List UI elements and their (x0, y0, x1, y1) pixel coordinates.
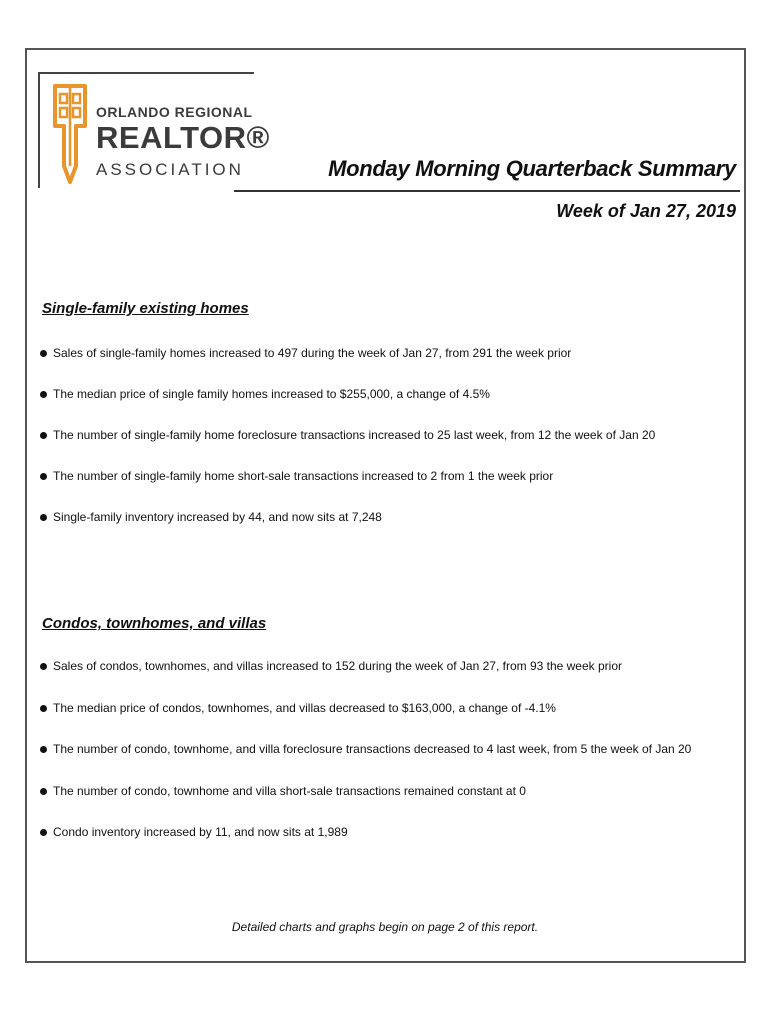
page-subtitle: Week of Jan 27, 2019 (556, 201, 736, 221)
section-heading-condos: Condos, townhomes, and villas (42, 615, 267, 632)
logo-text-realtor: REALTOR® (96, 120, 270, 155)
list-item: The number of single-family home short-sale transactions increased to 2 from 1 the week prior (40, 469, 553, 483)
logo-border-top (38, 72, 254, 74)
list-item: Single-family inventory increased by 44, and now sits at 7,248 (40, 510, 382, 524)
list-item: Condo inventory increased by 11, and now sits at 1,989 (40, 825, 348, 839)
bullet-icon (40, 746, 47, 753)
logo-border-left (38, 72, 40, 188)
bullet-icon (40, 473, 47, 480)
bullet-icon (40, 663, 47, 670)
footer-note: Detailed charts and graphs begin on page 2 of this report. (231, 920, 539, 934)
house-key-icon (50, 82, 90, 186)
page-title: Monday Morning Quarterback Summary (328, 156, 736, 181)
list-item: Sales of single-family homes increased to 497 during the week of Jan 27, from 291 the week prior (40, 346, 571, 360)
bullet-icon (40, 829, 47, 836)
logo-text-association: ASSOCIATION (96, 160, 244, 179)
section-heading-single-family: Single-family existing homes (42, 300, 249, 317)
list-item: The median price of condos, townhomes, and villas decreased to $163,000, a change of -4.1% (40, 701, 556, 715)
list-item: The number of condo, townhome and villa short-sale transactions remained constant at 0 (40, 784, 526, 798)
list-item: Sales of condos, townhomes, and villas increased to 152 during the week of Jan 27, from 93 the week prior (40, 659, 622, 673)
list-item: The number of single-family home foreclosure transactions increased to 25 last week, from 12 the week of Jan 20 (40, 428, 655, 442)
bullet-icon (40, 432, 47, 439)
bullet-icon (40, 514, 47, 521)
list-item: The number of condo, townhome, and villa foreclosure transactions decreased to 4 last week, from 5 the week of Jan 20 (40, 742, 691, 756)
title-divider (234, 190, 740, 192)
logo-text-orlando-regional: ORLANDO REGIONAL (96, 104, 253, 120)
list-item: The median price of single family homes increased to $255,000, a change of 4.5% (40, 387, 490, 401)
bullet-icon (40, 391, 47, 398)
bullet-icon (40, 350, 47, 357)
bullet-icon (40, 788, 47, 795)
bullet-icon (40, 705, 47, 712)
